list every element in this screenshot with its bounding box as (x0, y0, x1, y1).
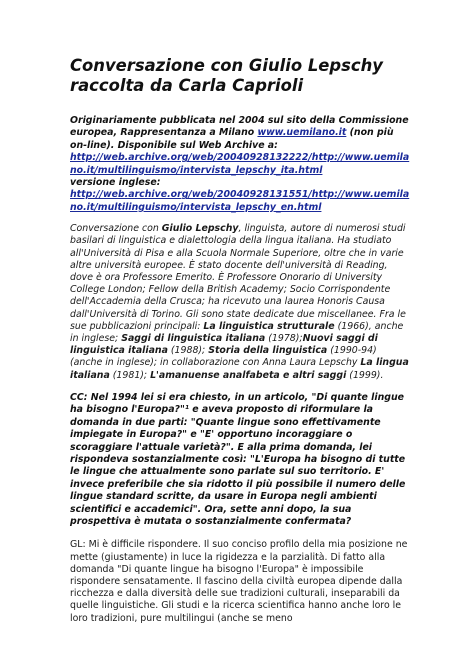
interview-question: CC: Nel 1994 lei si era chiesto, in un articolo, "Di quante lingue ha bisogno l'Europa?"¹ e aveva proposto di riformulare la domanda in due parti: "Quante lingue sono effettivamente impiegate in Europa?" e "E' opportuno incoraggiare o scoraggiare l'attuale varietà?". E alla prima domanda, lei rispondeva sostanzialmente così: "L'Europa ha bisogno di tutte le lingue che attualmente sono parlate sul suo territorio. E' invece preferibile che sia ridotto il più possibile il numero delle lingue standard scritte, da usare in Europa negli ambienti scientifici e accademici". Ora, sette anni dopo, la sua prospettiva è mutata o sostanzialmente confermata? (70, 391, 406, 527)
intro-text: Conversazione con (70, 223, 162, 235)
publication-text-after-link: (non più on-line). Disponibile sul Web Archive a: (70, 127, 394, 151)
book-title: L'amanuense analfabeta e altri saggi (150, 369, 347, 381)
archive-link-english[interactable]: http://web.archive.org/web/20040928131551/http://www.uemilano.it/multilinguismo/intervista_lepschy_en.html (70, 189, 410, 213)
intro-text: (1966), anche in inglese; (70, 320, 404, 345)
document-title (70, 56, 410, 95)
book-title: Saggi di linguistica italiana (121, 333, 266, 345)
publication-note (70, 115, 410, 214)
intro-text: (1981); (109, 369, 151, 381)
book-title: La lingua italiana (70, 357, 409, 381)
archive-link-italian[interactable]: http://web.archive.org/web/20040928132222/http://www.uemilano.it/multilinguismo/intervista_lepschy_ita.html (70, 152, 410, 176)
intro-text: (1999). (346, 369, 384, 381)
site-link[interactable]: www.uemilano.it (257, 127, 347, 139)
publication-text-before-link: Originariamente pubblicata nel 2004 sul sito della Commissione europea, Rappresentanza a Milano (70, 115, 409, 139)
intro-text: , linguista, autore di numerosi studi basilari di linguistica e dialettologia della lingua italiana. Ha studiato all'Università di Pisa e alla Scuola Normale Superiore, oltre che in varie altre università europee. È stato docente dell'università di Reading, dove è ora Professore Emerito. È Professore Onorario di University College London; Fellow della British Academy; Socio Corrispondente dell'Accademia della Crusca; ha ricevuto una laurea Honoris Causa dall'Università di Torino. Gli sono state dedicate due miscellanee. Fra le sue pubblicazioni principali: (70, 223, 406, 332)
author-name: Giulio Lepschy (161, 223, 239, 235)
book-title: Storia della linguistica (208, 345, 328, 357)
document-content (70, 56, 410, 625)
book-title: Nuovi saggi di linguistica italiana (70, 333, 378, 357)
english-version-label: versione inglese: (70, 177, 161, 189)
title-line-1: Conversazione con Giulio Lepschy (70, 56, 383, 75)
intro-paragraph (70, 223, 410, 382)
book-title: La linguistica strutturale (203, 320, 335, 332)
intro-text: (1978); (265, 333, 303, 345)
intro-text: (1988); (167, 345, 209, 357)
title-line-2: raccolta da Carla Caprioli (70, 75, 304, 95)
intro-text: (1990-94) (anche in inglese); in collaborazione con Anna Laura Lepschy (70, 345, 377, 369)
interview-answer: GL: Mi è difficile rispondere. Il suo conciso profilo della mia posizione ne mette (giustamente) in luce la rigidezza e la parzialità. Di fatto alla domanda "Di quante lingue ha bisogno l'Europa" è impossibile rispondere sensatamente. Il fascino della civiltà europea dipende dalla ricchezza e dalla diversità delle sue tradizioni culturali, inseparabili da quelle linguistiche. Gli studi e la ricerca scientifica hanno anche loro le loro tradizioni, pure multilingui (anche se meno (70, 539, 408, 624)
